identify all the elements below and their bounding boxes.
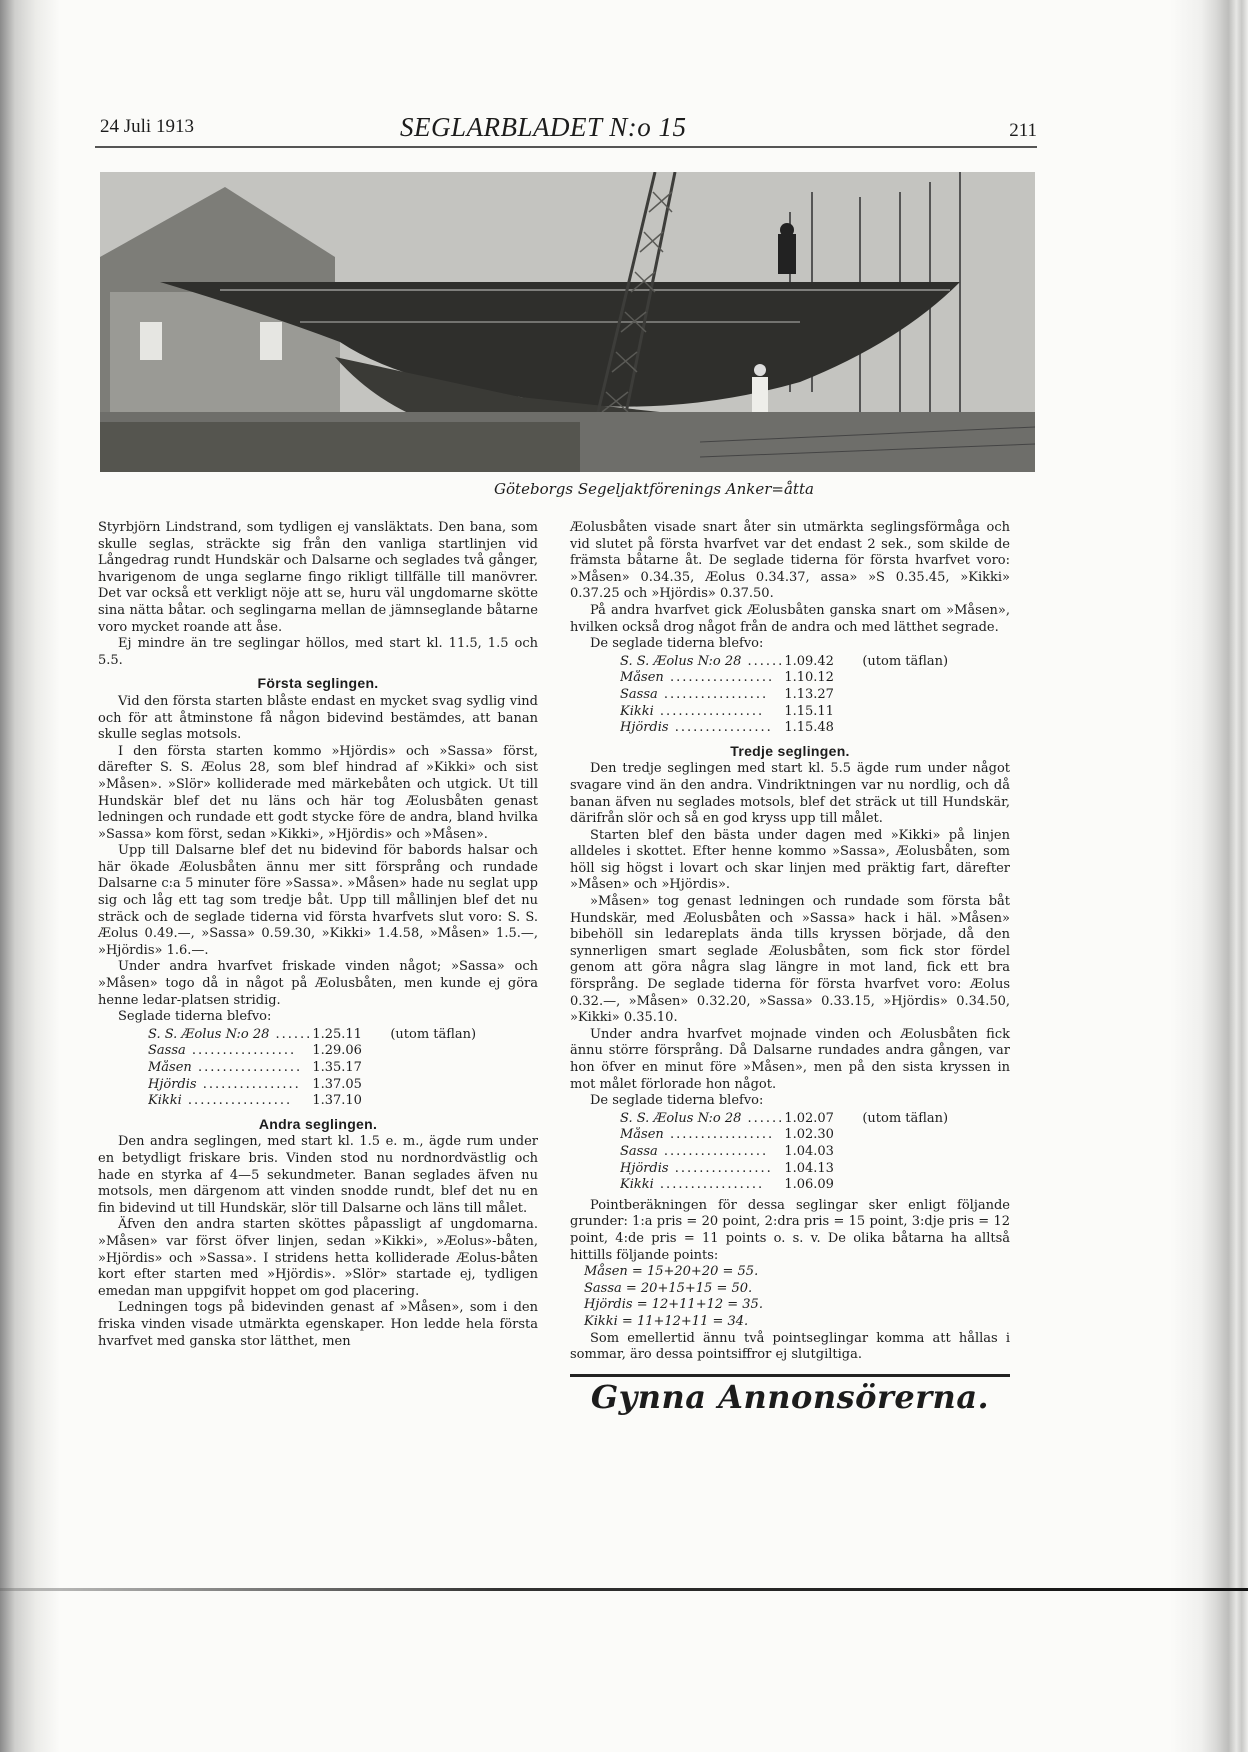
race-time: 1.02.07 — [784, 1110, 834, 1126]
leader-dots: ................ — [668, 1160, 773, 1176]
paragraph: Styrbjörn Lindstrand, som tydligen ej vansläktats. Den bana, som skulle seglas, sträckte sig från den vanliga startlinjen vid Långedrag rundt Hundskär och Dalsarne och seglades två gånger, hvarigenom de unga seglarne fingo rikligt tillfälle till manövrer. Det var också ett verkligt nöje att se, huru väl ungdomarne skötte sina nätta båtar. och seglingarna mellan de jämnseglande båtarne voro mycket roande att åse. — [98, 520, 538, 635]
race-time: 1.35.17 — [312, 1060, 362, 1075]
results-table-race-2 — [620, 654, 948, 737]
boat-name: Sassa — [620, 686, 658, 702]
article-column-right — [570, 520, 1010, 1416]
paragraph: På andra hvarfvet gick Æolusbåten ganska snart om »Måsen», hvilken också drog något från de andra och med lätthet segrade. — [570, 602, 1010, 635]
race-time: 1.09.42 — [784, 653, 834, 669]
page-number: 211 — [1009, 120, 1037, 141]
leader-dots: ...... — [741, 1110, 785, 1126]
leader-dots: ................. — [181, 1093, 293, 1109]
leader-dots: ...... — [741, 653, 785, 669]
results-table-race-1 — [148, 1027, 476, 1110]
issue-date: 24 Juli 1913 — [100, 116, 194, 137]
paragraph: Upp till Dalsarne blef det nu bidevind för babords halsar och här ökade Æolusbåten ännu mer sitt försprång och rundade Dalsarne c:a 5 minuter före »Sassa». »Måsen» hade nu seglat upp sig och låg ett tag som tredje båt. Upp till mållinjen blef det nu sträck och de seglade tiderna vid första hvarfvets slut voro: S. S. Æolus 0.49.—, »Sassa» 0.59.30, »Kikki» 1.4.58, »Måsen» 1.5.—, »Hjördis» 1.6.—. — [98, 843, 538, 958]
section-heading-tredje: Tredje seglingen. — [730, 742, 850, 759]
table-row — [620, 1161, 948, 1178]
race-note — [862, 704, 948, 721]
leader-dots: ................. — [657, 1143, 769, 1159]
table-row — [148, 1060, 476, 1077]
race-note — [862, 720, 948, 737]
race-time: 1.37.10 — [312, 1093, 362, 1109]
boat-name: Kikki — [620, 1177, 654, 1193]
race-time: 1.04.03 — [784, 1143, 834, 1159]
table-row — [620, 704, 948, 721]
table-row — [148, 1043, 476, 1060]
paragraph: Äfven den andra starten sköttes påpassligt af ungdomarna. »Måsen» var först öfver linjen, sedan »Kikki», »Æolus»-båten, »Hjördis» och »Sassa». I stridens hetta kolliderade Æolus-båten kort efter starten med »Hjördis». »Slör» startade ej, tydligen emedan man uppgifvit hoppet om god placering. — [98, 1217, 538, 1299]
book-binding-edge — [1170, 0, 1248, 1752]
photo-caption: Göteborgs Segeljaktförenings Anker=åtta — [494, 480, 814, 498]
paragraph: Æolusbåten visade snart åter sin utmärkta seglingsförmåga och vid slutet på första hvarfvet var det endast 2 sek., som skilde de främsta båtarne åt. De seglade tiderna för första hvarfvet voro: »Måsen» 0.34.35, Æolus 0.34.37, assa» »S 0.35.45, »Kikki» 0.37.25 och »Hjördis» 0.37.50. — [570, 520, 1010, 602]
points-line: Sassa = 20+15+15 = 50. — [584, 1280, 753, 1296]
table-row — [148, 1093, 476, 1110]
race-note: (utom täflan) — [862, 653, 949, 669]
boat-name: Måsen — [148, 1060, 192, 1075]
boat-name: Måsen — [620, 1127, 664, 1143]
table-row — [620, 687, 948, 704]
race-time: 1.37.05 — [312, 1076, 362, 1092]
paragraph: Den tredje seglingen med start kl. 5.5 ägde rum under något svagare vind än den andra. Vindriktningen var nu nordlig, och då banan äfven nu seglades motsols, blef det sträck ut till Hundskär, därifrån slör och så en god kryss upp till målet. — [570, 761, 1010, 827]
header-rule — [95, 146, 1037, 148]
boat-name: Hjördis — [620, 1160, 669, 1176]
boat-name: Kikki — [620, 703, 654, 719]
race-note — [862, 1127, 948, 1144]
leader-dots: ................. — [663, 1127, 775, 1143]
paragraph: Ledningen togs på bidevinden genast af »Måsen», som i den friska vinden visade utmärkta egenskaper. Hon ledde hela första hvarfvet med ganska stor lätthet, men — [98, 1300, 538, 1349]
race-note — [390, 1077, 476, 1094]
boat-name: S. S. Æolus N:o 28 — [620, 1110, 742, 1126]
points-standings — [570, 1264, 1010, 1330]
race-time: 1.06.09 — [784, 1177, 834, 1193]
closing-paragraph: Som emellertid ännu två pointseglingar komma att hållas i sommar, äro dessa pointsiffror ej slutgiltiga. — [570, 1330, 1010, 1363]
leader-dots: ................ — [668, 720, 773, 736]
boat-name: Måsen — [620, 670, 664, 686]
paragraph: Den andra seglingen, med start kl. 1.5 e. m., ägde rum under en betydligt friskare bris. Vinden stod nu nordnordvästlig och hade en styrka af 4—5 sekundmeter. Banan seglades äfven nu motsols, men därgenom att vinden snodde rundt, blef det nu en fin bidevind ut till Hundskär, slör till Dalsarne och läns till målet. — [98, 1134, 538, 1216]
section-heading-forsta: Första seglingen. — [257, 675, 379, 692]
race-note — [390, 1093, 476, 1110]
leader-dots: ................. — [657, 686, 769, 702]
race-time: 1.10.12 — [784, 670, 834, 686]
paragraph: Vid den första starten blåste endast en mycket svag sydlig vind och för att åtminstone få någon bidevind bestämdes, att banan skulle seglas motsols. — [98, 693, 538, 743]
leader-dots: ................. — [653, 703, 765, 719]
table-row — [620, 654, 948, 671]
race-time: 1.25.11 — [312, 1026, 362, 1042]
points-explanation: Pointberäkningen för dessa seglingar sker enligt följande grunder: 1:a pris = 20 point, 2:dra pris = 15 point, 3:dje pris = 12 point, 4:de pris = 11 points o. s. v. De olika båtarna ha alltså hittills följande points: — [570, 1197, 1010, 1263]
results-table-race-3 — [620, 1111, 948, 1194]
paragraph: I den första starten kommo »Hjördis» och »Sassa» först, därefter S. S. Æolus 28, som blef hindrad af »Kikki» och sist »Måsen». »Slör» kolliderade med märkebåten och utgick. Ut till Hundskär blef det nu läns och här tog Æolusbåten genast ledningen och rundade ett godt stycke före de andra, bland hvilka »Sassa» kom först, sedan »Kikki», »Hjördis» och »Måsen». — [98, 743, 538, 842]
race-note — [862, 1144, 948, 1161]
article-column-left — [98, 520, 538, 1350]
points-line: Kikki = 11+12+11 = 34. — [584, 1313, 749, 1329]
boat-name: S. S. Æolus N:o 28 — [148, 1026, 270, 1042]
leader-dots: ................. — [663, 670, 775, 686]
boat-name: Sassa — [148, 1043, 186, 1059]
race-note — [862, 687, 948, 704]
race-note — [390, 1043, 476, 1060]
points-line: Måsen = 15+20+20 = 55. — [584, 1264, 759, 1280]
race-note — [862, 1177, 948, 1194]
page-gutter-shadow — [0, 0, 60, 1752]
race-time: 1.15.11 — [784, 703, 834, 719]
advertisement-rule — [570, 1374, 1010, 1377]
leader-dots: ................. — [191, 1060, 303, 1075]
table-row — [620, 1127, 948, 1144]
race-time: 1.13.27 — [784, 686, 834, 702]
page-bottom-rule — [0, 1588, 1248, 1591]
boat-name: Sassa — [620, 1143, 658, 1159]
race-time: 1.15.48 — [784, 720, 834, 736]
leader-dots: ................. — [653, 1177, 765, 1193]
boat-name: Kikki — [148, 1093, 182, 1109]
table-row — [148, 1027, 476, 1044]
table-row — [620, 1144, 948, 1161]
paragraph: »Måsen» tog genast ledningen och rundade som första båt Hundskär, med Æolusbåten och »Sassa» hack i häl. »Måsen» bibehöll sin ledareplats ända tills kryssen började, då den synnerligen smart seglade Æolusbåten, som fick stor fördel genom att göra några slag längre in mot land, fick ett bra försprång. De seglade tiderna för första hvarfvet voro: Æolus 0.32.—, »Måsen» 0.32.20, »Sassa» 0.33.15, »Hjördis» 0.34.50, »Kikki» 0.35.10. — [570, 894, 1010, 1026]
publication-title: SEGLARBLADET N:o 15 — [400, 112, 687, 142]
table-row — [620, 670, 948, 687]
paragraph: De seglade tiderna blefvo: — [590, 636, 764, 652]
leader-dots: ................ — [196, 1076, 301, 1092]
race-note: (utom täflan) — [862, 1110, 949, 1126]
table-row — [148, 1077, 476, 1094]
table-row — [620, 1177, 948, 1194]
race-time: 1.02.30 — [784, 1127, 834, 1143]
paragraph: Starten blef den bästa under dagen med »Kikki» på linjen alldeles i skottet. Efter henne kommo »Sassa», Æolusbåten, som höll sig högst i lovart och skar linjen med präktig fart, därefter »Måsen» och »Hjördis». — [570, 827, 1010, 893]
section-heading-andra: Andra seglingen. — [258, 1115, 378, 1132]
table-row — [620, 1111, 948, 1128]
yacht-photo-illustration — [100, 172, 1035, 472]
boat-name: Hjördis — [148, 1076, 197, 1092]
advertisement-slogan: Gynna Annonsörerna. — [590, 1377, 990, 1416]
paragraph: Under andra hvarfvet friskade vinden något; »Sassa» och »Måsen» togo då in något på Æolusbåten, men kunde ej göra henne ledar-platsen stridig. — [98, 959, 538, 1008]
paragraph: Ej mindre än tre seglingar höllos, med start kl. 11.5, 1.5 och 5.5. — [98, 636, 538, 668]
leader-dots: ................. — [185, 1043, 297, 1059]
points-line: Hjördis = 12+11+12 = 35. — [584, 1297, 763, 1313]
yacht-photograph — [100, 172, 1035, 472]
race-time: 1.29.06 — [312, 1043, 362, 1059]
paragraph: Under andra hvarfvet mojnade vinden och Æolusbåten fick ännu större försprång. Då Dalsarne rundades andra gången, var hon öfver en minut före »Måsen», men på den sista kryssen in mot målet förlorade hon något. — [570, 1026, 1010, 1092]
paragraph: Seglade tiderna blefvo: — [118, 1009, 272, 1025]
race-time: 1.04.13 — [784, 1160, 834, 1176]
leader-dots: ...... — [269, 1026, 313, 1042]
race-note — [862, 670, 948, 687]
race-note: (utom täflan) — [390, 1026, 477, 1042]
race-note — [390, 1060, 476, 1077]
table-row — [620, 720, 948, 737]
paragraph: De seglade tiderna blefvo: — [590, 1093, 764, 1109]
boat-name: S. S. Æolus N:o 28 — [620, 653, 742, 669]
running-header — [100, 112, 1037, 144]
boat-name: Hjördis — [620, 720, 669, 736]
race-note — [862, 1161, 948, 1178]
